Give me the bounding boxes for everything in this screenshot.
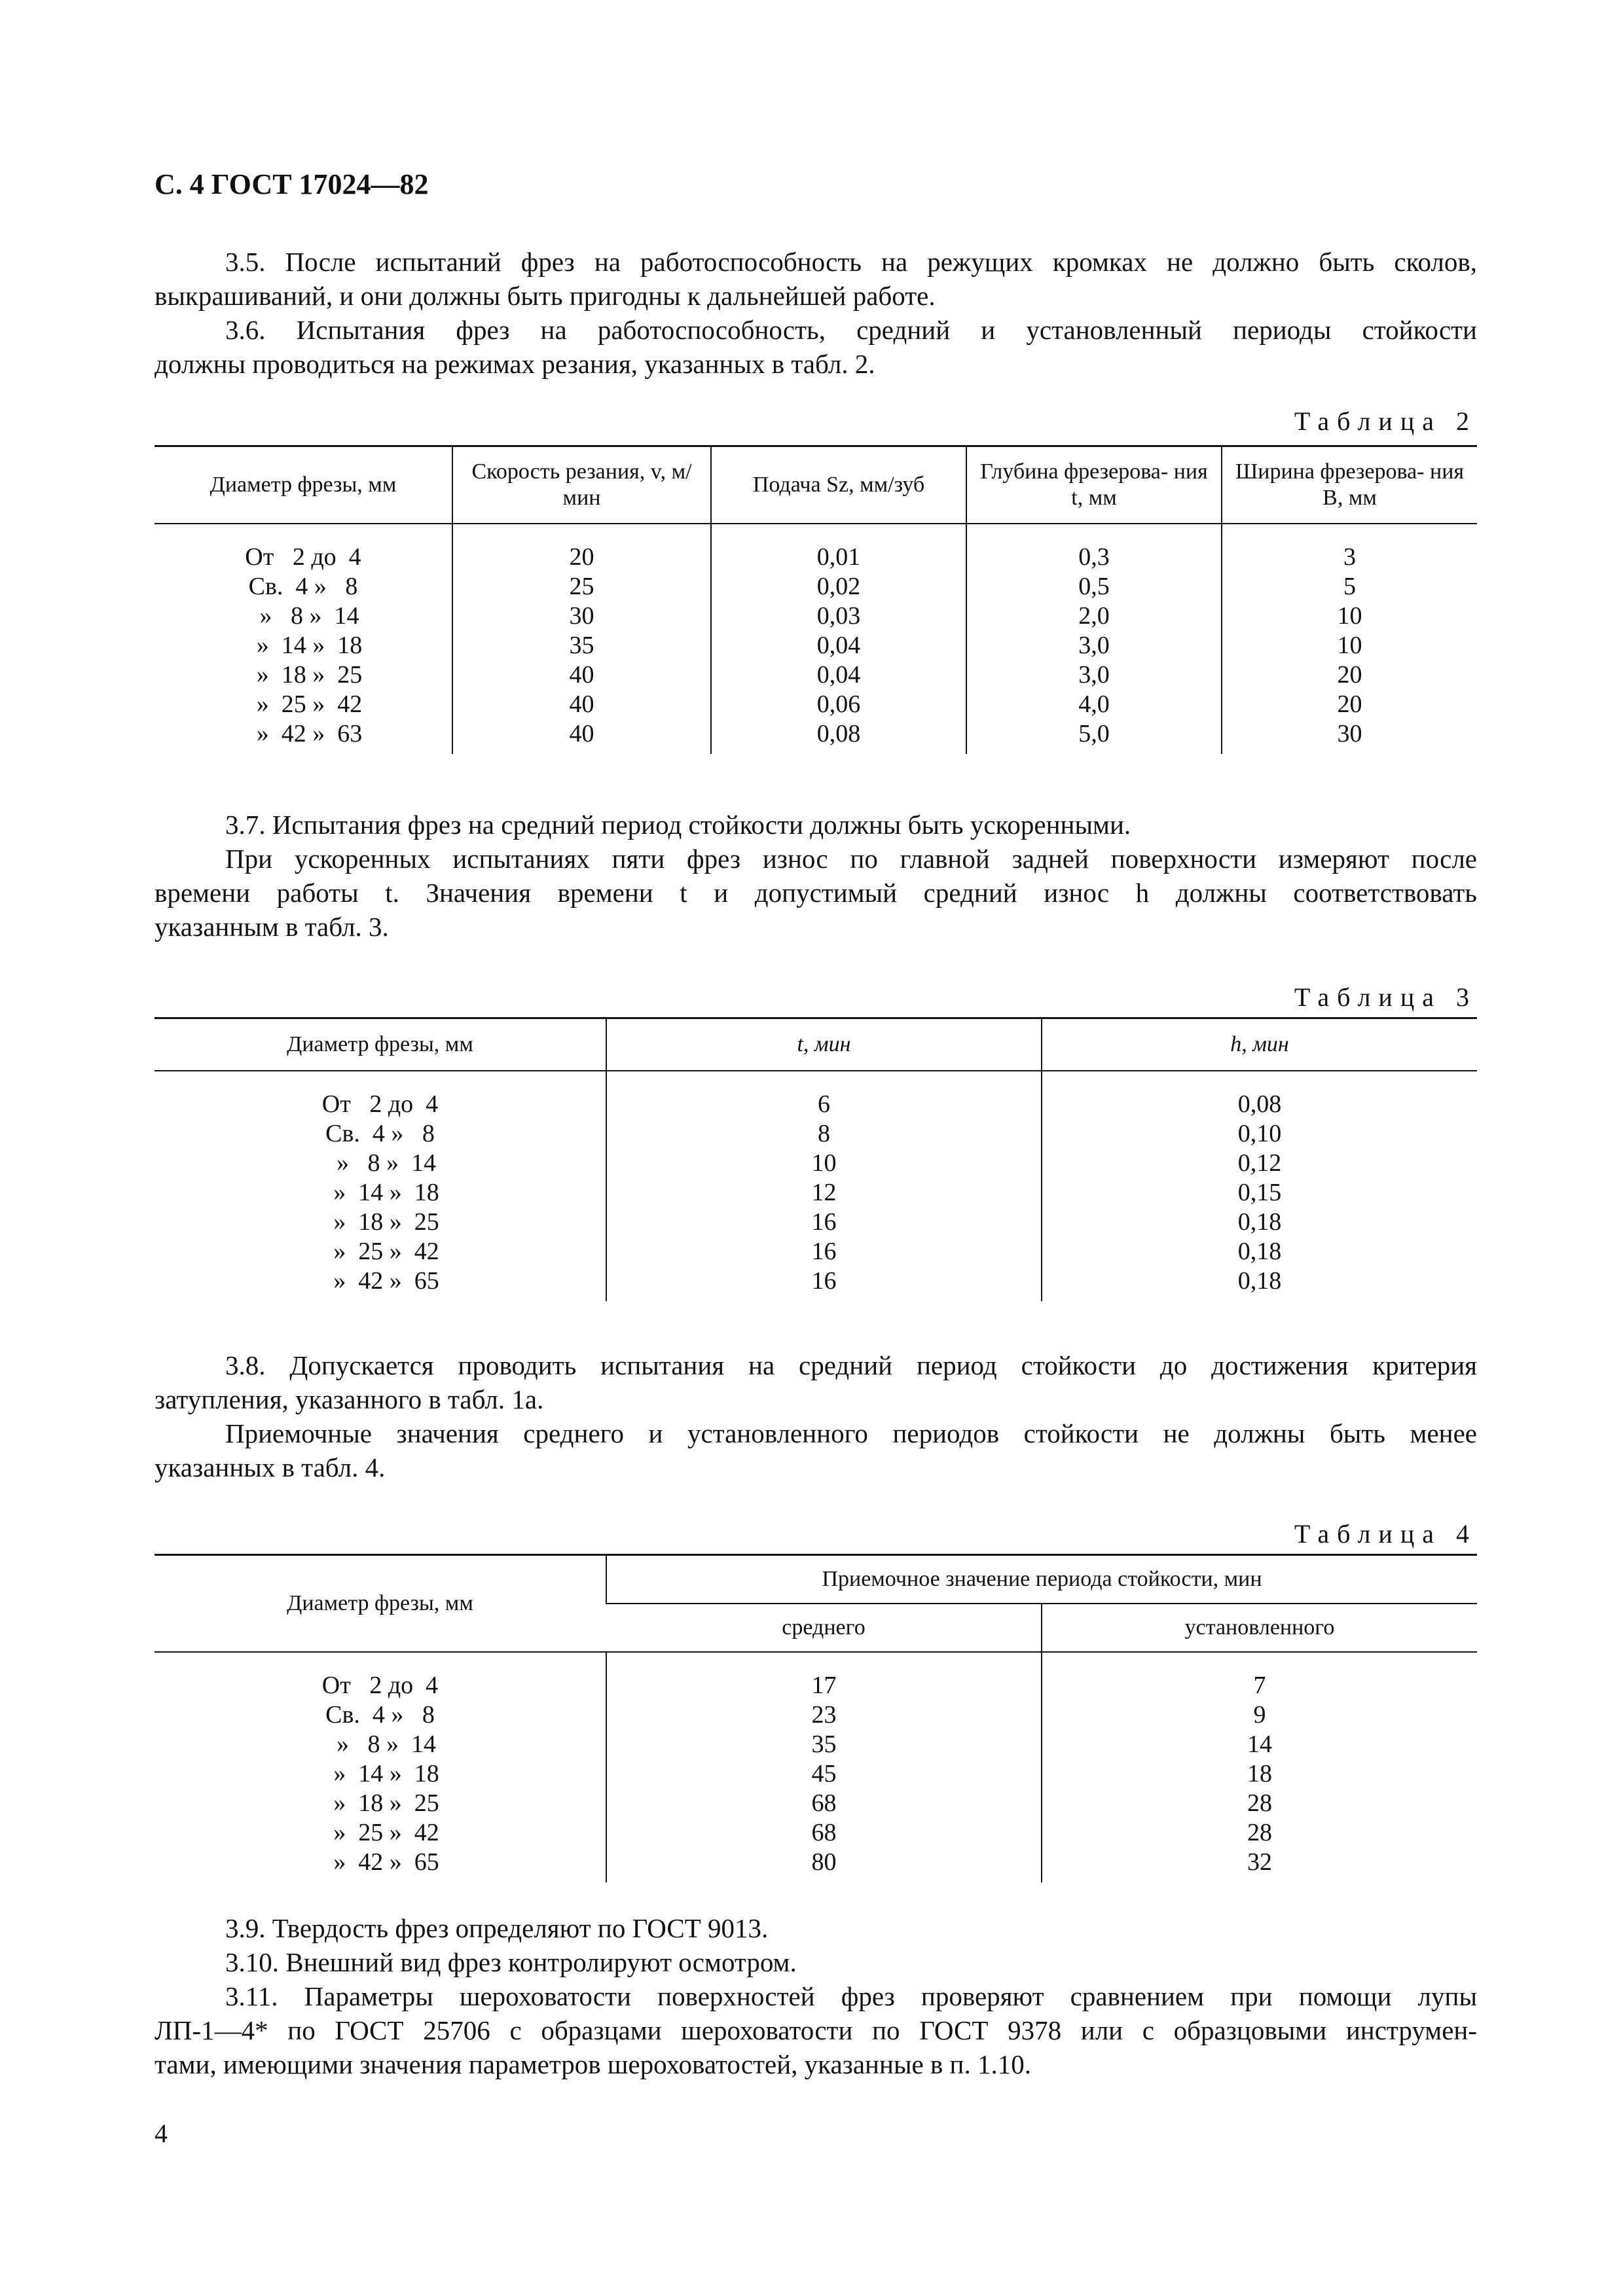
table-cell: 0,18 xyxy=(1042,1266,1477,1301)
text-line: указанным в табл. 3. xyxy=(155,912,389,942)
paragraph-3-8 xyxy=(155,1348,1477,1484)
table-cell: 3,0 xyxy=(966,631,1222,660)
column-header: Диаметр фрезы, мм xyxy=(155,1018,606,1071)
page-title: С. 4 ГОСТ 17024—82 xyxy=(155,168,429,200)
diameter-range: От 2 до 4 xyxy=(321,1090,439,1118)
table-cell: 2,0 xyxy=(966,601,1222,631)
column-header: Ширина фрезерова- ния B, мм xyxy=(1222,446,1477,524)
table-cell: 0,5 xyxy=(966,572,1222,601)
table-4-caption: Таблица 4 xyxy=(1294,1519,1477,1549)
table-cell: 40 xyxy=(452,660,711,690)
diameter-range: » 8 » 14 xyxy=(324,1731,436,1758)
diameter-range: » 25 » 42 xyxy=(321,1819,439,1846)
table-cell: 20 xyxy=(1222,660,1477,690)
diameter-range: » 18 » 25 xyxy=(244,660,363,689)
diameter-range: » 25 » 42 xyxy=(244,690,363,718)
diameter-range: » 18 » 25 xyxy=(321,1208,439,1236)
table-cell: 28 xyxy=(1042,1818,1477,1848)
table-cell: 68 xyxy=(606,1818,1042,1848)
text-line: 3.6. Испытания фрез на работоспособность, средний и установленный периоды стойкости xyxy=(225,315,1477,345)
table-row xyxy=(155,1266,1477,1301)
table-cell: 45 xyxy=(606,1759,1042,1789)
table-cell: 12 xyxy=(606,1178,1042,1208)
diameter-range: » 8 » 14 xyxy=(247,601,359,630)
table-row xyxy=(155,1730,1477,1759)
table-cell: 18 xyxy=(1042,1759,1477,1789)
table-row xyxy=(155,1700,1477,1730)
table-4 xyxy=(155,1554,1477,1882)
table-cell: 30 xyxy=(452,601,711,631)
table-row xyxy=(155,1071,1477,1119)
diameter-range: » 14 » 18 xyxy=(321,1178,439,1206)
paragraph-3-6 xyxy=(155,313,1477,381)
text-line: 3.8. Допускается проводить испытания на средний период стойкости до достижения критерия xyxy=(225,1350,1477,1380)
table-cell: 17 xyxy=(606,1652,1042,1700)
diameter-range: » 42 » 65 xyxy=(321,1848,439,1876)
table-row xyxy=(155,524,1477,572)
table-cell: 0,01 xyxy=(711,524,966,572)
diameter-range: » 18 » 25 xyxy=(321,1789,439,1817)
text-line: выкрашиваний, и они должны быть пригодны к дальнейшей работе. xyxy=(155,281,936,311)
table-cell: 0,06 xyxy=(711,690,966,719)
table-row xyxy=(155,1848,1477,1882)
table-row xyxy=(155,1208,1477,1237)
diameter-range: » 42 » 65 xyxy=(321,1266,439,1295)
table-cell: 16 xyxy=(606,1266,1042,1301)
table-cell: 0,04 xyxy=(711,631,966,660)
table-cell: 23 xyxy=(606,1700,1042,1730)
table-cell: 0,10 xyxy=(1042,1119,1477,1149)
table-cell: 68 xyxy=(606,1789,1042,1818)
table-cell: 16 xyxy=(606,1208,1042,1237)
table-cell: 6 xyxy=(606,1071,1042,1119)
table-cell: 7 xyxy=(1042,1652,1477,1700)
diameter-range: От 2 до 4 xyxy=(245,543,361,571)
text-line: ЛП-1—4* по ГОСТ 25706 с образцами шероховатости по ГОСТ 9378 или с образцовыми инструмен- xyxy=(155,2015,1477,2045)
column-header: Глубина фрезерова- ния t, мм xyxy=(966,446,1222,524)
paragraph-3-7 xyxy=(155,808,1477,944)
text-line: При ускоренных испытаниях пяти фрез износ по главной задней поверхности измеряют после xyxy=(225,844,1477,874)
column-header: Скорость резания, v, м/мин xyxy=(452,446,711,524)
text-line: 3.5. После испытаний фрез на работоспособность на режущих кромках не должно быть сколов, xyxy=(225,247,1477,277)
table-row xyxy=(155,1789,1477,1818)
paragraph-3-11 xyxy=(155,1979,1477,2081)
table-cell: 0,02 xyxy=(711,572,966,601)
table-cell: 80 xyxy=(606,1848,1042,1882)
table-cell: 0,18 xyxy=(1042,1208,1477,1237)
table-cell: 16 xyxy=(606,1237,1042,1266)
text-line: 3.7. Испытания фрез на средний период стойкости должны быть ускоренными. xyxy=(225,810,1131,840)
table-row xyxy=(155,601,1477,631)
text-line: должны проводиться на режимах резания, указанных в табл. 2. xyxy=(155,349,875,379)
table-2-caption: Таблица 2 xyxy=(1294,406,1477,436)
column-header: Диаметр фрезы, мм xyxy=(155,446,452,524)
column-header: t, мин xyxy=(606,1018,1042,1071)
table-cell: 40 xyxy=(452,690,711,719)
text-line: тами, имеющими значения параметров шероховатостей, указанные в п. 1.10. xyxy=(155,2049,1031,2079)
table-row xyxy=(155,719,1477,754)
table-2 xyxy=(155,445,1477,754)
column-header: Приемочное значение периода стойкости, мин xyxy=(606,1555,1477,1604)
diameter-range: » 14 » 18 xyxy=(244,631,363,659)
table-cell: 0,08 xyxy=(1042,1071,1477,1119)
table-cell: 3,0 xyxy=(966,660,1222,690)
table-row xyxy=(155,1237,1477,1266)
page-number: 4 xyxy=(155,2119,168,2148)
diameter-range: Св. 4 » 8 xyxy=(325,1119,435,1147)
table-cell: 0,15 xyxy=(1042,1178,1477,1208)
table-row xyxy=(155,1178,1477,1208)
diameter-range: От 2 до 4 xyxy=(321,1672,439,1699)
diameter-range: Св. 4 » 8 xyxy=(325,1701,435,1729)
table-row xyxy=(155,1119,1477,1149)
paragraph-3-9 xyxy=(155,1911,1477,1945)
diameter-range: » 25 » 42 xyxy=(321,1237,439,1265)
paragraph-3-10 xyxy=(155,1945,1477,1979)
table-cell: 32 xyxy=(1042,1848,1477,1882)
table-3-caption: Таблица 3 xyxy=(1294,982,1477,1012)
table-cell: 10 xyxy=(1222,631,1477,660)
column-header: h, мин xyxy=(1042,1018,1477,1071)
table-cell: 10 xyxy=(1222,601,1477,631)
table-cell: 9 xyxy=(1042,1700,1477,1730)
text-line: 3.9. Твердость фрез определяют по ГОСТ 9013. xyxy=(225,1913,769,1943)
table-row xyxy=(155,1652,1477,1700)
table-cell: 0,12 xyxy=(1042,1149,1477,1178)
table-cell: 25 xyxy=(452,572,711,601)
table-cell: 40 xyxy=(452,719,711,754)
column-subheader: установленного xyxy=(1042,1604,1477,1652)
table-cell: 0,03 xyxy=(711,601,966,631)
table-row xyxy=(155,631,1477,660)
diameter-range: » 14 » 18 xyxy=(321,1760,439,1787)
table-row xyxy=(155,1759,1477,1789)
table-cell: 35 xyxy=(606,1730,1042,1759)
text-line: затупления, указанного в табл. 1а. xyxy=(155,1384,544,1414)
table-cell: 30 xyxy=(1222,719,1477,754)
table-cell: 10 xyxy=(606,1149,1042,1178)
column-header: Диаметр фрезы, мм xyxy=(155,1555,606,1653)
column-subheader: среднего xyxy=(606,1604,1042,1652)
text-line: указанных в табл. 4. xyxy=(155,1452,386,1482)
table-cell: 3 xyxy=(1222,524,1477,572)
table-row xyxy=(155,572,1477,601)
table-cell: 5 xyxy=(1222,572,1477,601)
diameter-range: » 42 » 63 xyxy=(244,719,363,747)
table-cell: 5,0 xyxy=(966,719,1222,754)
table-cell: 14 xyxy=(1042,1730,1477,1759)
table-row xyxy=(155,1149,1477,1178)
table-cell: 0,18 xyxy=(1042,1237,1477,1266)
table-cell: 8 xyxy=(606,1119,1042,1149)
table-3 xyxy=(155,1017,1477,1301)
table-cell: 35 xyxy=(452,631,711,660)
text-line: времени работы t. Значения времени t и допустимый средний износ h должны соответствовать xyxy=(155,878,1477,908)
table-row xyxy=(155,1818,1477,1848)
table-cell: 0,08 xyxy=(711,719,966,754)
table-cell: 20 xyxy=(452,524,711,572)
table-row xyxy=(155,690,1477,719)
text-line: Приемочные значения среднего и установленного периодов стойкости не должны быть менее xyxy=(225,1418,1477,1448)
text-line: 3.11. Параметры шероховатости поверхностей фрез проверяют сравнением при помощи лупы xyxy=(225,1981,1477,2011)
table-cell: 4,0 xyxy=(966,690,1222,719)
paragraph-3-5 xyxy=(155,245,1477,313)
text-line: 3.10. Внешний вид фрез контролируют осмотром. xyxy=(225,1947,797,1977)
table-cell: 20 xyxy=(1222,690,1477,719)
table-cell: 0,04 xyxy=(711,660,966,690)
column-header: Подача Sz, мм/зуб xyxy=(711,446,966,524)
diameter-range: » 8 » 14 xyxy=(324,1149,436,1177)
table-cell: 0,3 xyxy=(966,524,1222,572)
table-cell: 28 xyxy=(1042,1789,1477,1818)
table-row xyxy=(155,660,1477,690)
diameter-range: Св. 4 » 8 xyxy=(248,572,358,600)
